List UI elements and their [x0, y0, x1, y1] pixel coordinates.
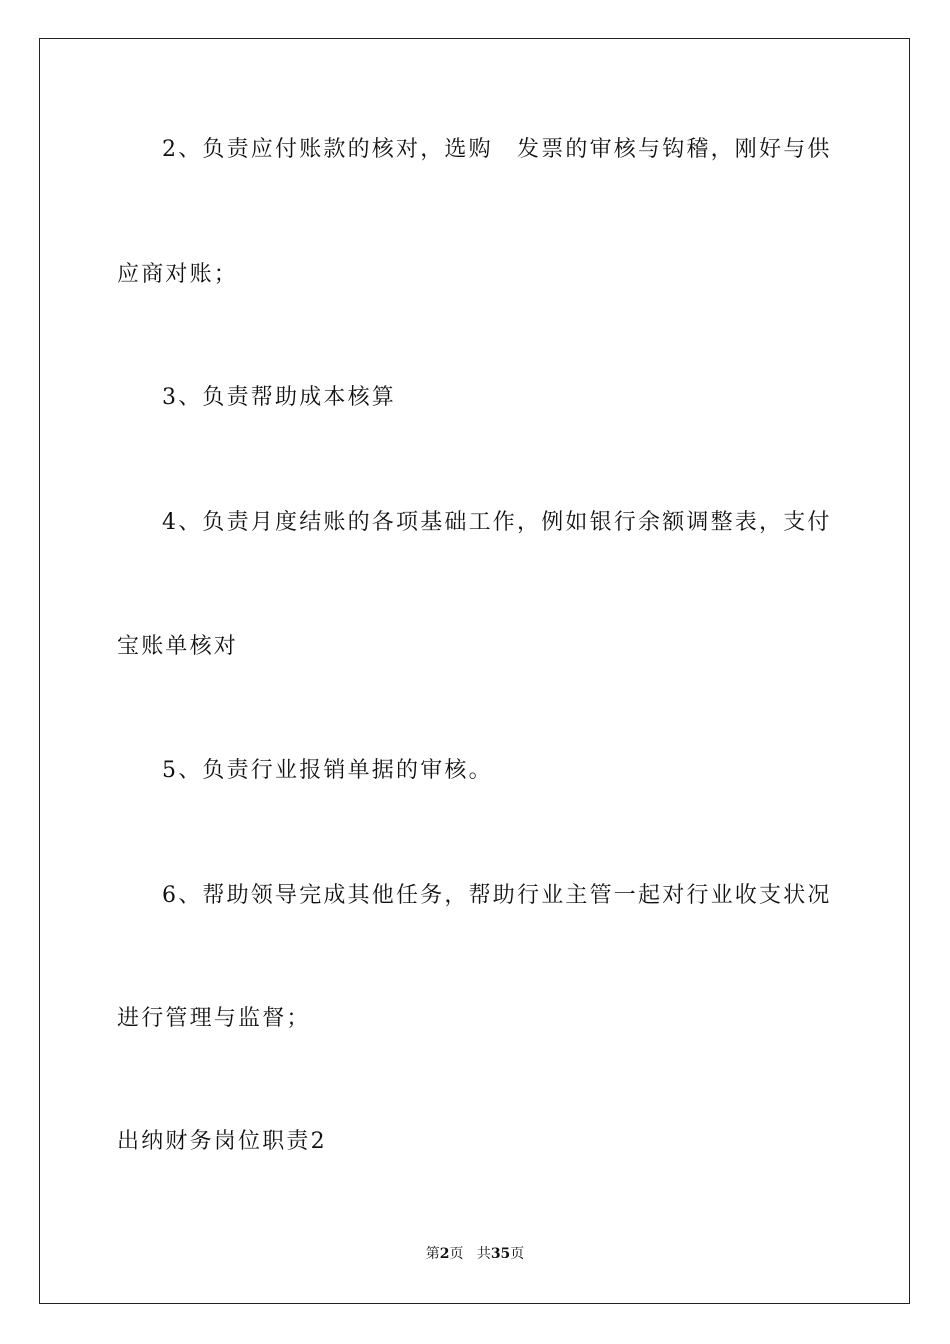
paragraph-line-2: 应商对账；: [117, 262, 239, 287]
page-footer: [0, 1245, 950, 1263]
page-border: [39, 38, 910, 1304]
paragraph-line-5: 宝账单核对: [117, 634, 239, 659]
total-prefix: 共: [476, 1246, 491, 1262]
total-suffix: 页: [510, 1246, 525, 1262]
page-suffix: 页: [449, 1246, 464, 1262]
section-heading: 出纳财务岗位职责2: [117, 1129, 327, 1154]
paragraph-line-8: 进行管理与监督；: [117, 1006, 311, 1031]
page-prefix: 第: [425, 1246, 440, 1262]
paragraph-line-4: 4、负责月度结账的各项基础工作，例如银行余额调整表，支付: [162, 510, 832, 535]
paragraph-line-7: 6、帮助领导完成其他任务，帮助行业主管一起对行业收支状况: [162, 883, 832, 908]
total-pages: 35: [490, 1246, 511, 1262]
paragraph-line-1: 2、负责应付账款的核对，选购 发票的审核与钩稽，刚好与供: [162, 137, 832, 162]
paragraph-line-6: 5、负责行业报销单据的审核。: [162, 758, 493, 783]
paragraph-line-3: 3、负责帮助成本核算: [162, 385, 396, 410]
page-number: 2: [439, 1246, 450, 1262]
